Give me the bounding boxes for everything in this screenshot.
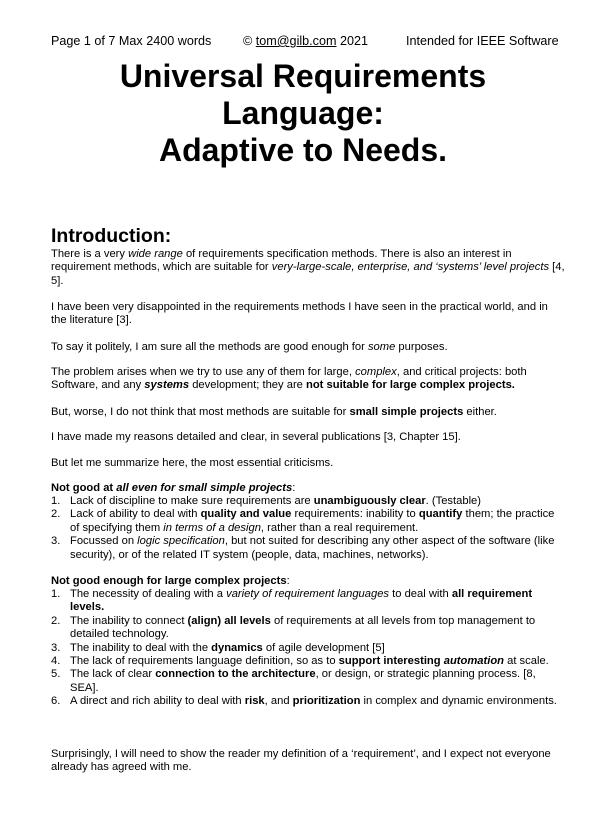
- list-number: 3.: [51, 535, 61, 548]
- text-run-italic: variety of requirement languages: [226, 588, 390, 600]
- text-run-bold: risk: [244, 695, 265, 708]
- list-item: [51, 535, 566, 562]
- text-run: Lack of discipline to make sure requirements are: [70, 495, 314, 507]
- text-run: A direct and rich ability to deal with: [70, 695, 245, 708]
- text-run: in complex and dynamic environments.: [360, 695, 557, 708]
- text-run: :: [286, 575, 290, 587]
- closing-paragraph: [51, 748, 566, 775]
- text-run: :: [292, 482, 296, 494]
- intro-paragraph-4: [51, 366, 566, 393]
- list-number: 1.: [51, 588, 61, 600]
- text-run-bold: small simple projects: [349, 406, 464, 418]
- text-run: To say it politely, I am sure all the methods are good enough for: [51, 341, 368, 353]
- text-run-italic: wide range: [128, 248, 183, 260]
- intro-paragraph-1: [51, 248, 566, 288]
- list-number: 2.: [51, 508, 61, 521]
- list-number: 4.: [51, 655, 61, 668]
- list-item: [51, 655, 566, 668]
- text-run-bold: all requirement levels.: [70, 588, 533, 614]
- text-run-bold-italic: all even for small simple projects: [116, 482, 293, 494]
- text-run: , or design, or strategic planning process. [8, SEA].: [70, 668, 536, 694]
- text-run: them; the practice of specifying them: [70, 508, 555, 534]
- copyright-prefix: ©: [243, 34, 256, 48]
- text-run: either.: [463, 406, 497, 418]
- page-title: [0, 58, 606, 169]
- text-run-bold: quantify: [418, 508, 463, 521]
- text-run: The necessity of dealing with a: [70, 588, 227, 600]
- text-run: purposes.: [395, 341, 448, 353]
- intro-paragraph-2: [51, 301, 566, 328]
- intro-paragraph-6: [51, 431, 566, 444]
- author-email-link[interactable]: tom@gilb.com: [255, 34, 337, 48]
- text-run: of requirements specification methods. There is also an interest in requirement methods, which are suitable for: [51, 248, 512, 274]
- list-item: [51, 588, 566, 615]
- text-run: , rather than a real requirement.: [260, 521, 419, 534]
- text-run: The inability to deal with the: [70, 641, 212, 654]
- text-run: requirements: inability to: [291, 508, 419, 521]
- header-copyright: [243, 33, 368, 49]
- text-run: . (Testable): [425, 495, 482, 507]
- intro-paragraph-5: [51, 406, 566, 419]
- text-run-italic: some: [367, 341, 396, 353]
- header-page-info: Page 1 of 7 Max 2400 words: [51, 34, 212, 48]
- text-run: The inability to connect: [70, 614, 188, 627]
- text-run-bold: Not good at: [51, 482, 117, 494]
- text-run: The lack of clear: [70, 668, 156, 681]
- text-run: , but not suited for describing any other aspect of the software (like security), or of the related IT system (people, data, machines, networks).: [70, 535, 555, 561]
- copyright-year: 2021: [336, 34, 368, 48]
- list-number: 3.: [51, 641, 61, 654]
- text-run-bold: dynamics: [211, 641, 263, 654]
- text-run-bold: prioritization: [292, 695, 361, 708]
- text-run: of requirements at all levels from top management to detailed technology.: [70, 614, 536, 641]
- list-number: 1.: [51, 495, 61, 507]
- list-item: [51, 615, 566, 642]
- intro-paragraph-7: [51, 457, 566, 470]
- text-run: of agile development [5]: [262, 641, 385, 654]
- text-run: , and: [264, 695, 293, 708]
- list-item: [51, 508, 566, 535]
- paragraph-text: I have been very disappointed in the requirements methods I have seen in the practical world, and in the literature [3].: [51, 301, 548, 327]
- text-run: Lack of ability to deal with: [70, 508, 201, 521]
- list-item: [51, 642, 566, 655]
- text-run-bold-italic: systems: [144, 379, 190, 392]
- list-item: [51, 668, 566, 695]
- intro-paragraph-3: [51, 341, 566, 354]
- introduction-heading: Introduction:: [51, 225, 172, 247]
- text-run: , and critical projects: both Software, and any: [51, 366, 527, 392]
- text-run-bold: support interesting: [338, 655, 444, 668]
- text-run: The problem arises when we try to use any of them for large,: [51, 366, 356, 378]
- list-number: 6.: [51, 695, 61, 708]
- text-run-bold-italic: automation: [443, 655, 505, 668]
- text-run: at scale.: [504, 655, 549, 668]
- list2-heading: [51, 575, 566, 588]
- list-item: [51, 495, 566, 508]
- text-run-italic: logic specification: [137, 535, 225, 548]
- text-run: to deal with: [389, 588, 452, 600]
- text-run: The lack of requirements language definition, so as to: [70, 655, 339, 668]
- title-line-2: Language:: [222, 95, 384, 131]
- list1-heading: [51, 482, 566, 495]
- text-run: development; they are: [189, 379, 307, 392]
- list-number: 2.: [51, 614, 61, 627]
- text-run-italic: in terms of a design: [163, 521, 261, 534]
- list-item: [51, 695, 566, 708]
- text-run-bold: Not good enough for large complex projects: [51, 575, 287, 587]
- list1: [51, 495, 566, 562]
- text-run: There is a very: [51, 248, 129, 260]
- text-run: [4, 5].: [51, 261, 565, 287]
- text-run-bold: connection to the architecture: [155, 668, 316, 681]
- text-run-italic: complex: [355, 366, 397, 378]
- text-run-bold: not suitable for large complex projects.: [306, 379, 515, 392]
- text-run: Focussed on: [70, 535, 138, 548]
- paragraph-text: But let me summarize here, the most essential criticisms.: [51, 457, 334, 469]
- text-run-bold: (align) all levels: [187, 614, 271, 627]
- header-publication: Intended for IEEE Software: [406, 34, 559, 48]
- text-run-bold: quality and value: [200, 508, 292, 521]
- paragraph-text: Surprisingly, I will need to show the reader my definition of a ‘requirement’, and I expect not everyone already has agreed with me.: [51, 748, 551, 774]
- paragraph-text: I have made my reasons detailed and clear, in several publications [3, Chapter 15].: [51, 431, 461, 443]
- title-line-1: Universal Requirements: [119, 58, 487, 94]
- list2: [51, 588, 566, 709]
- title-line-3: Adaptive to Needs.: [158, 132, 448, 168]
- list-number: 5.: [51, 668, 61, 681]
- text-run-bold: unambiguously clear: [313, 495, 426, 507]
- text-run: But, worse, I do not think that most methods are suitable for: [51, 406, 350, 418]
- text-run-italic: very-large-scale, enterprise, and ‘systems’ level projects: [271, 261, 550, 274]
